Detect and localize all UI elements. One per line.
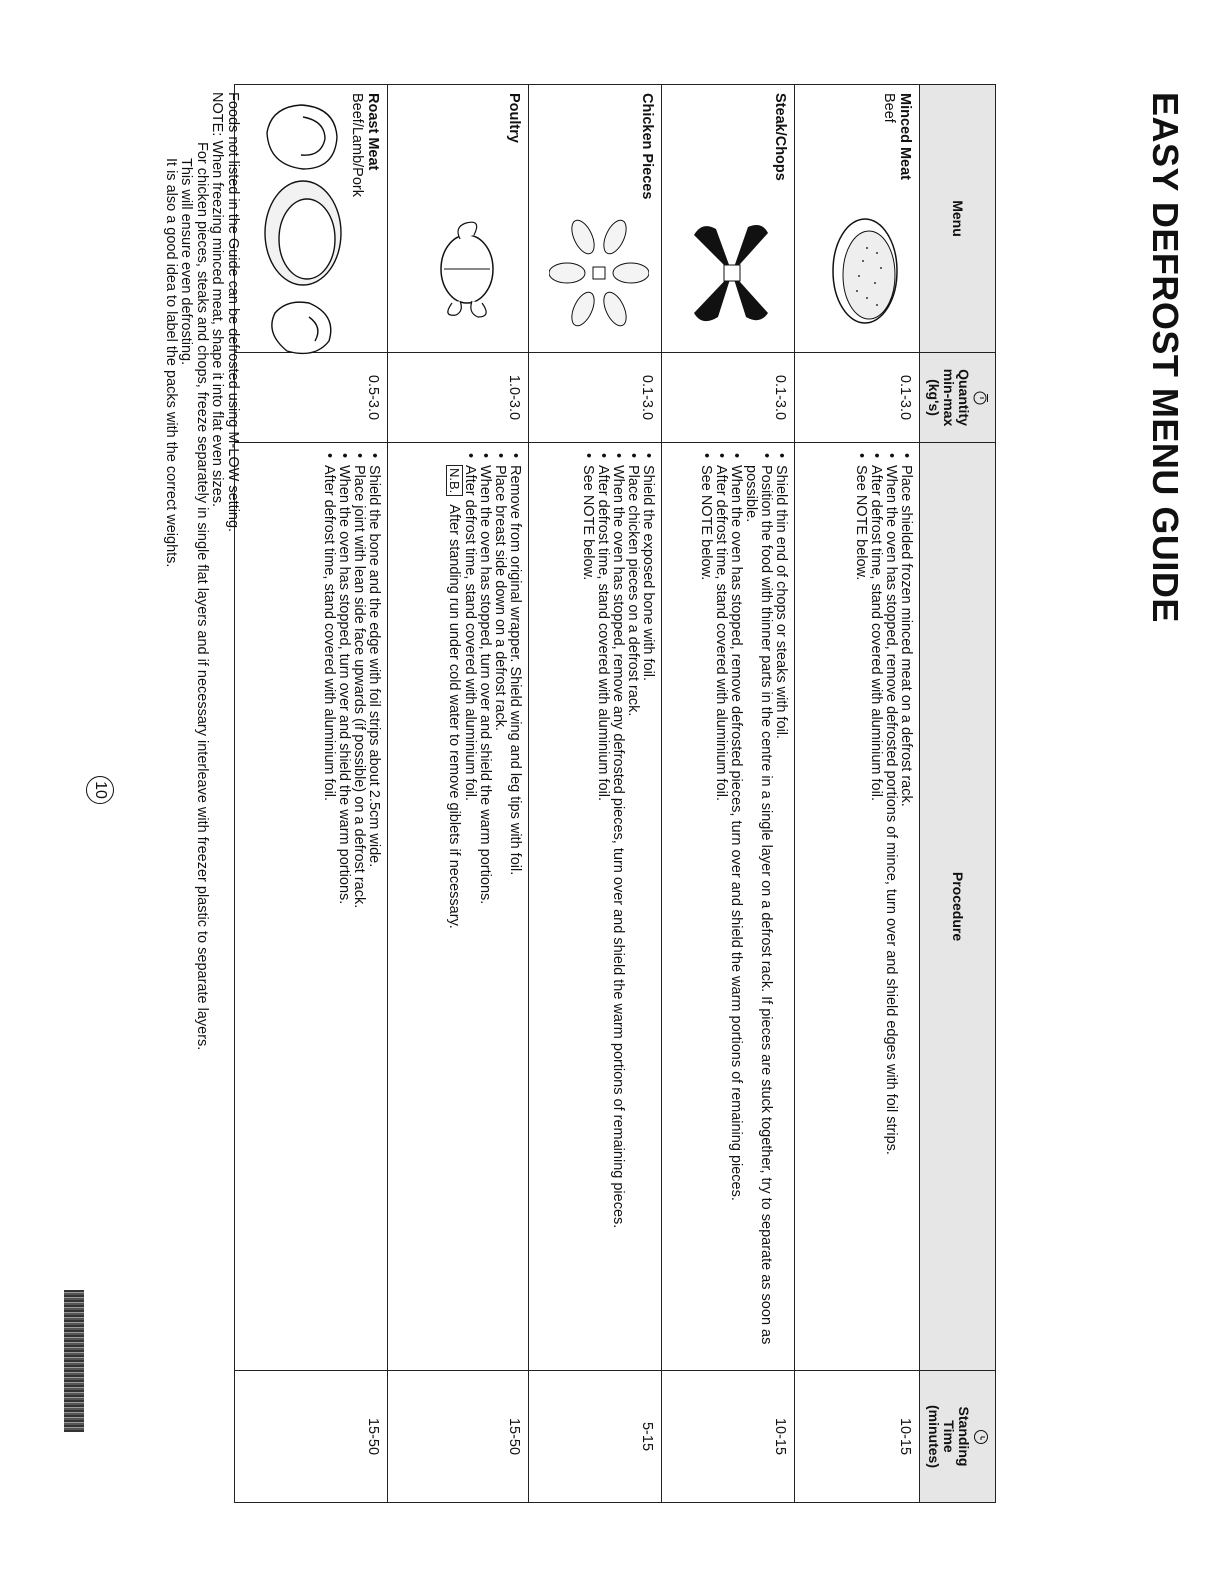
table-row xyxy=(235,85,388,1503)
page-title: EASY DEFROST MENU GUIDE xyxy=(1145,92,1186,623)
menu-sub: Beef xyxy=(881,93,897,123)
menu-cell xyxy=(235,85,388,353)
procedure-header: Procedure xyxy=(920,443,996,1371)
procedure-step: • After defrost time, stand covered with aluminium foil. xyxy=(462,465,477,1362)
steak-chops-icon xyxy=(682,213,782,333)
defrost-guide-table xyxy=(234,84,996,1503)
procedure-step: • Shield thin end of chops or steaks with foil. xyxy=(773,465,788,1362)
weight-icon xyxy=(973,390,989,406)
procedure-step: • Place shielded frozen minced meat on a defrost rack. xyxy=(898,465,913,1362)
procedure-step: • Place joint with lean side face upwards (if possible) on a defrost rack. xyxy=(351,465,366,1362)
procedure-step: • After defrost time, stand covered with aluminium foil. xyxy=(868,465,883,1362)
chicken-pieces-icon xyxy=(549,213,649,333)
procedure-step: • Shield the bone and the edge with foil strips about 2.5cm wide. xyxy=(366,465,381,1362)
notes-section xyxy=(163,92,241,1492)
procedure-step: • When the oven has stopped, turn over and shield the warm portions. xyxy=(336,465,351,1362)
quantity-cell: 0.1-3.0 xyxy=(529,353,662,443)
page-number: 10 xyxy=(86,776,114,804)
standing-header-line1: Standing xyxy=(956,1406,972,1467)
table-row xyxy=(529,85,662,1503)
note-line: For chicken pieces, steaks and chops, freeze separately in single flat layers and if necessary interleave with freezer plastic to separate layers. xyxy=(194,142,210,1051)
procedure-step: • Shield the exposed bone with foil. xyxy=(640,465,655,1362)
menu-cell xyxy=(795,85,920,353)
procedure-step: • When the oven has stopped, remove defrosted pieces, turn over and shield the warm portions of remaining pieces. xyxy=(728,465,743,1362)
menu-name: Poultry xyxy=(506,93,522,143)
nb-label: N.B. xyxy=(446,465,463,496)
procedure-cell xyxy=(235,443,388,1371)
standing-header-line3: (minutes) xyxy=(926,1405,942,1468)
quantity-header-line3: (kg's) xyxy=(926,379,942,416)
standing-time-header xyxy=(920,1371,996,1503)
standing-time-cell: 15-50 xyxy=(235,1371,388,1503)
roast-meat-icon xyxy=(253,93,349,363)
standing-time-cell: 10-15 xyxy=(795,1371,920,1503)
procedure-cell xyxy=(388,443,529,1371)
clock-icon xyxy=(973,1429,989,1445)
poultry-icon xyxy=(422,213,512,323)
standing-time-cell: 10-15 xyxy=(662,1371,795,1503)
procedure-step: • When the oven has stopped, remove defrosted portions of mince, turn over and shield edges with foil strips. xyxy=(883,465,898,1362)
procedure-step: • Remove from original wrapper. Shield wing and leg tips with foil. xyxy=(507,465,522,1362)
note-line: Foods not listed in the Guide can be defrosted using M-LOW setting. xyxy=(225,92,241,533)
menu-name: Chicken Pieces xyxy=(639,93,655,200)
procedure-step: • See NOTE below. xyxy=(853,465,868,1362)
table-row xyxy=(662,85,795,1503)
procedure-cell xyxy=(662,443,795,1371)
nb-text: After standing run under cold water to remove giblets if necessary. xyxy=(446,504,462,929)
menu-cell xyxy=(662,85,795,353)
quantity-header-line1: Quantity xyxy=(956,369,972,426)
note-line: This will ensure even defrosting. xyxy=(178,158,195,366)
procedure-step: • When the oven has stopped, turn over and shield the warm portions. xyxy=(477,465,492,1362)
table-row xyxy=(795,85,920,1503)
procedure-step: • Place breast side down on a defrost rack. xyxy=(492,465,507,1362)
menu-header: Menu xyxy=(920,85,996,353)
standing-time-cell: 15-50 xyxy=(388,1371,529,1503)
table-row xyxy=(388,85,529,1503)
note-line: NOTE: When freezing minced meat, shape it into flat even sizes. xyxy=(209,92,226,508)
menu-cell xyxy=(529,85,662,353)
procedure-step: • See NOTE below. xyxy=(698,465,713,1362)
menu-name: Minced Meat xyxy=(897,93,913,181)
table-header-row xyxy=(920,85,996,1503)
standing-header-line2: Time xyxy=(941,1420,957,1453)
procedure-step: • When the oven has stopped, remove any defrosted pieces, turn over and shield the warm portions of remaining pieces. xyxy=(610,465,625,1362)
quantity-header-line2: min-max xyxy=(941,368,957,427)
quantity-cell: 1.0-3.0 xyxy=(388,353,529,443)
quantity-cell: 0.1-3.0 xyxy=(795,353,920,443)
procedure-cell xyxy=(529,443,662,1371)
scan-artifact xyxy=(64,1290,84,1432)
menu-sub: Beef/Lamb/Pork xyxy=(349,93,365,197)
procedure-step: • After defrost time, stand covered with aluminium foil. xyxy=(713,465,728,1362)
procedure-step: • After defrost time, stand covered with aluminium foil. xyxy=(595,465,610,1362)
procedure-step: • Position the food with thinner parts in the centre in a single layer on a defrost rack. If pieces are stuck together, try to separate as soon as possible. xyxy=(743,465,773,1362)
nb-note xyxy=(446,465,462,1362)
minced-meat-icon xyxy=(827,213,907,333)
procedure-step: • Place chicken pieces on a defrost rack. xyxy=(625,465,640,1362)
standing-time-cell: 5-15 xyxy=(529,1371,662,1503)
menu-name: Roast Meat xyxy=(365,93,381,171)
menu-name: Steak/Chops xyxy=(772,93,788,181)
procedure-step: • See NOTE below. xyxy=(580,465,595,1362)
note-line: It is also a good idea to label the packs with the correct weights. xyxy=(163,158,179,568)
quantity-cell: 0.5-3.0 xyxy=(235,353,388,443)
menu-cell xyxy=(388,85,529,353)
quantity-cell: 0.1-3.0 xyxy=(662,353,795,443)
procedure-cell xyxy=(795,443,920,1371)
quantity-header xyxy=(920,353,996,443)
procedure-step: • After defrost time, stand covered with aluminium foil. xyxy=(321,465,336,1362)
